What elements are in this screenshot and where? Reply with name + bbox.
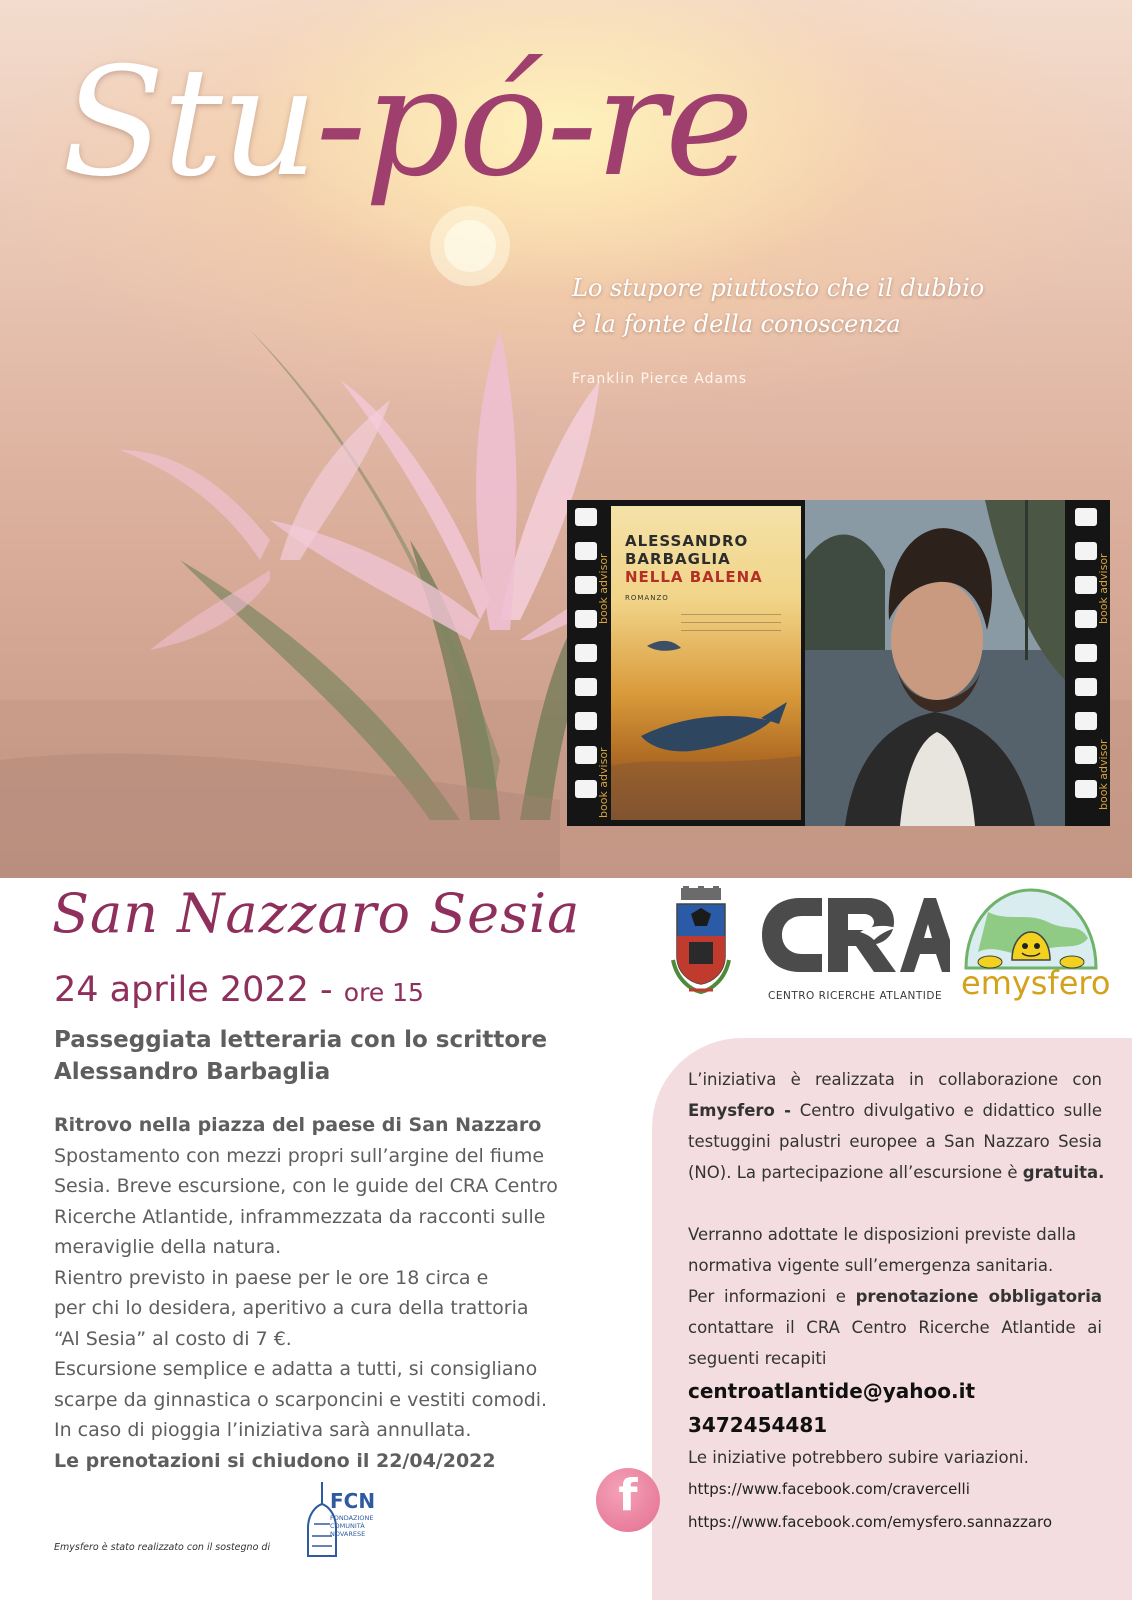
municipal-crest-logo — [667, 886, 735, 996]
facebook-icon[interactable] — [596, 1468, 660, 1532]
headline-line: Passeggiata letteraria con lo scrittore — [54, 1027, 548, 1053]
sponsor-note: Emysfero è stato realizzato con il sostegno di — [54, 1542, 271, 1553]
free-label: gratuita. — [1022, 1163, 1105, 1182]
date-text: 24 aprile 2022 — [54, 970, 309, 1010]
cra-logo — [760, 892, 950, 978]
info-line: normativa vigente sull’emergenza sanitaria. — [688, 1256, 1054, 1275]
facebook-glyph: f — [618, 1470, 638, 1521]
town-name: San Nazzaro Sesia — [52, 882, 581, 945]
variations-note: Le iniziative potrebbero subire variazioni. — [688, 1448, 1029, 1467]
book-advisor-label: book advisor — [1097, 553, 1110, 624]
film-holes-right — [1073, 508, 1099, 818]
booking-deadline: Le prenotazioni si chiudono il 22/04/2022 — [54, 1449, 496, 1472]
book-title: NELLA BALENA — [625, 568, 763, 586]
film-holes-left — [573, 508, 599, 818]
fcn-line: NOVARESE — [330, 1530, 366, 1538]
fcn-fullname — [330, 1514, 374, 1538]
info-line: testuggini palustri europee a San Nazzaro Sesia — [688, 1132, 1102, 1151]
event-time: ore 15 — [343, 978, 424, 1007]
book-genre: ROMANZO — [625, 594, 669, 602]
author-photo — [805, 500, 1065, 826]
event-headline — [54, 1024, 614, 1088]
book-author-line: BARBAGLIA — [625, 550, 731, 568]
info-line: seguenti recapiti — [688, 1349, 827, 1368]
quote — [572, 270, 984, 342]
book-advisor-label: book advisor — [597, 747, 610, 818]
info-line: contattare il CRA Centro Ricerche Atlantide ai — [688, 1318, 1102, 1337]
info-line — [688, 1281, 1102, 1312]
contact-email[interactable]: centroatlantide@yahoo.it — [688, 1379, 976, 1403]
author-portrait — [805, 500, 1065, 826]
description-line: Spostamento con mezzi propri sull’argine del fiume — [54, 1144, 545, 1167]
quote-line: è la fonte della conoscenza — [572, 310, 901, 338]
cra-subtitle: CENTRO RICERCHE ATLANTIDE — [768, 990, 943, 1002]
description-line: Ricerche Atlantide, inframmezzata da racconti sulle — [54, 1205, 546, 1228]
description-line: scarpe da ginnastica o scarponcini e vestiti comodi. — [54, 1388, 548, 1411]
description-line: In caso di pioggia l’iniziativa sarà annullata. — [54, 1419, 472, 1441]
event-date — [54, 970, 424, 1010]
book-author-line: ALESSANDRO — [625, 532, 749, 550]
description-line: Rientro previsto in paese per le ore 18 circa e — [54, 1266, 489, 1289]
filmstrip — [567, 500, 1110, 826]
info-line-rest: Centro divulgativo e didattico sulle — [790, 1101, 1102, 1120]
facebook-link-emysfero[interactable]: https://www.facebook.com/emysfero.sannazzaro — [688, 1513, 1053, 1531]
info-text — [688, 1064, 1105, 1539]
book-cover — [611, 506, 801, 820]
stupore-title — [62, 36, 1062, 210]
mandatory-booking: prenotazione obbligatoria — [855, 1287, 1102, 1306]
info-line: L’iniziativa è realizzata in collaborazione con — [688, 1070, 1102, 1089]
headline-line: Alessandro Barbaglia — [54, 1059, 331, 1085]
emysfero-wordmark: emysfero — [961, 964, 1111, 1002]
event-description — [54, 1110, 614, 1476]
info-line-rest: Per informazioni e — [688, 1287, 856, 1306]
title-part-stu: Stu — [62, 36, 316, 210]
description-line: “Al Sesia” al costo di 7 €. — [54, 1327, 292, 1350]
date-separator: - — [308, 970, 344, 1010]
info-line — [688, 1095, 1102, 1126]
description-line: Escursione semplice e adatta a tutti, si consigliano — [54, 1358, 538, 1380]
fcn-line: FONDAZIONE — [330, 1514, 374, 1522]
fcn-line: COMUNITÀ — [330, 1522, 365, 1530]
quote-author: Franklin Pierce Adams — [572, 371, 748, 387]
description-line: Sesia. Breve escursione, con le guide del CRA Centro — [54, 1175, 558, 1197]
emysfero-name: Emysfero - — [688, 1101, 791, 1120]
whale-illustration — [611, 506, 801, 820]
book-advisor-label: book advisor — [597, 553, 610, 624]
quote-line: Lo stupore piuttosto che il dubbio — [572, 274, 985, 302]
meeting-point: Ritrovo nella piazza del paese di San Nazzaro — [54, 1114, 542, 1136]
facebook-link-cra[interactable]: https://www.facebook.com/cravercelli — [688, 1480, 970, 1498]
contact-phone[interactable]: 3472454481 — [688, 1413, 828, 1437]
description-line: per chi lo desidera, aperitivo a cura della trattoria — [54, 1297, 529, 1319]
title-part-pore: -pó-re — [315, 36, 752, 210]
book-advisor-label: book advisor — [1097, 739, 1110, 810]
info-line: Verranno adottate le disposizioni previste dalla — [688, 1225, 1077, 1244]
info-line-rest: (NO). La partecipazione all’escursione è — [688, 1163, 1023, 1182]
description-line: meraviglie della natura. — [54, 1236, 282, 1258]
event-details-section — [0, 878, 1132, 1600]
info-line — [688, 1157, 1105, 1188]
fcn-abbreviation: FCN — [330, 1489, 376, 1513]
